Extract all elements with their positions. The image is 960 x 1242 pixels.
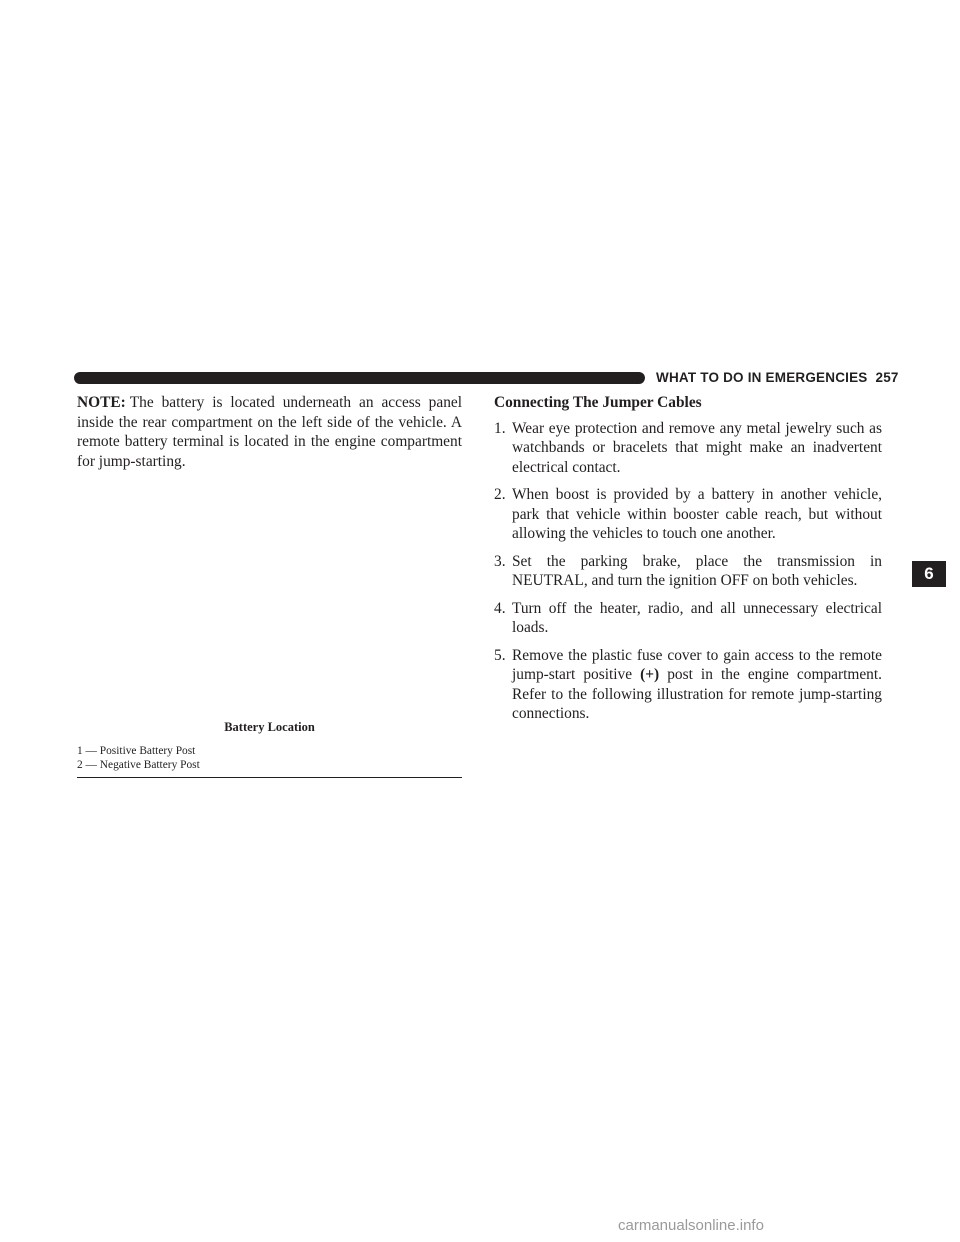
- legend-item-2: 2 — Negative Battery Post: [77, 758, 200, 771]
- legend-item-1: 1 — Positive Battery Post: [77, 745, 196, 757]
- figure-caption: Battery Location: [224, 720, 315, 734]
- left-column: [77, 393, 462, 471]
- right-column: [494, 393, 882, 732]
- header-rule: [74, 372, 645, 384]
- running-header: [656, 370, 899, 385]
- step-text: Turn off the heater, radio, and all unnecessary electrical loads.: [512, 599, 882, 636]
- step-number: 5.: [494, 646, 506, 664]
- step-text: [512, 646, 882, 724]
- step-text: Wear eye protection and remove any metal jewelry such as watchbands or bracelets that might make an inadvertent electrical contact.: [512, 419, 882, 476]
- page-number: 257: [875, 370, 899, 385]
- section-title-header: WHAT TO DO IN EMERGENCIES: [656, 370, 868, 385]
- list-item: [494, 552, 882, 591]
- battery-figure: [77, 520, 462, 710]
- steps-list: [494, 419, 882, 724]
- note-text: The battery is located underneath an access panel inside the rear compartment on the left side of the vehicle. A remote battery terminal is located in the engine compartment for jump-starting.: [77, 394, 462, 470]
- step-text-before: Remove the plastic fuse cover to gain access to the remote jump-start positive: [512, 646, 882, 683]
- note-paragraph: [77, 393, 462, 471]
- list-item: [494, 419, 882, 478]
- list-item: [494, 599, 882, 638]
- list-item: [494, 646, 882, 724]
- step-number: 4.: [494, 599, 506, 617]
- chapter-tab: 6: [912, 561, 946, 587]
- figure-legend: [77, 745, 462, 772]
- legend-rule: [77, 777, 462, 778]
- section-heading: Connecting The Jumper Cables: [494, 394, 702, 411]
- step-number: 2.: [494, 486, 506, 503]
- watermark: carmanualsonline.info: [618, 1217, 764, 1234]
- positive-symbol: (+): [640, 666, 660, 683]
- step-text: When boost is provided by a battery in another vehicle, park that vehicle within booster cable reach, but without allowing the vehicles to touch one another.: [512, 486, 882, 542]
- note-label: NOTE:: [77, 394, 126, 411]
- step-text: Set the parking brake, place the transmission in NEUTRAL, and turn the ignition OFF on both vehicles.: [512, 552, 882, 589]
- step-text-after: post in the engine compartment. Refer to the following illustration for remote jump-starting connections.: [512, 666, 882, 722]
- list-item: [494, 485, 882, 544]
- step-number: 1.: [494, 419, 506, 437]
- step-number: 3.: [494, 552, 506, 570]
